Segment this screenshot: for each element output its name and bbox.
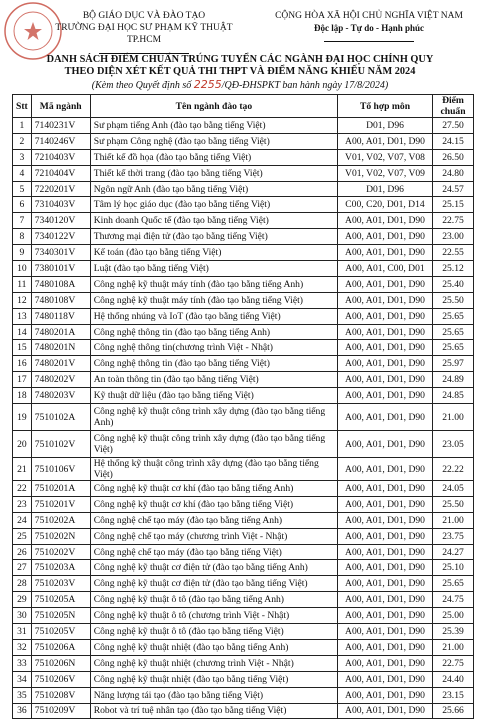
- row-cutoff-score: 24.27: [433, 544, 474, 560]
- row-major-name: Công nghệ thông tin (đào tạo bằng tiếng Việt): [90, 356, 337, 372]
- row-cutoff-score: 27.50: [433, 118, 474, 134]
- row-cutoff-score: 23.05: [433, 431, 474, 458]
- row-major-code: 7480201V: [31, 356, 90, 372]
- table-row: [13, 512, 474, 528]
- row-cutoff-score: 24.89: [433, 372, 474, 388]
- row-major-name: Kế toán (đào tạo bằng tiếng Việt): [90, 245, 337, 261]
- row-major-name: Công nghệ kỹ thuật ô tô (chương trình Việt - Nhật): [90, 608, 337, 624]
- table-row: [13, 608, 474, 624]
- table-row: [13, 149, 474, 165]
- decision-prefix: (Kèm theo Quyết định số: [91, 80, 192, 91]
- row-stt: 29: [13, 592, 32, 608]
- row-stt: 31: [13, 624, 32, 640]
- header-subject-combo: Tổ hợp môn: [338, 95, 433, 118]
- row-cutoff-score: 21.00: [433, 639, 474, 655]
- row-major-name: Sư phạm Công nghệ (đào tạo bằng tiếng Việt): [90, 133, 337, 149]
- row-major-code: 7220201V: [31, 181, 90, 197]
- header-major-code: Mã ngành: [31, 95, 90, 118]
- ministry-block: [44, 10, 244, 58]
- row-stt: 24: [13, 512, 32, 528]
- row-major-code: 7340120V: [31, 213, 90, 229]
- row-cutoff-score: 25.10: [433, 560, 474, 576]
- row-major-code: 7210403V: [31, 149, 90, 165]
- row-major-name: Sư phạm tiếng Anh (đào tạo bằng tiếng Việt): [90, 118, 337, 134]
- row-subject-combo: A00, A01, D01, D90: [338, 245, 433, 261]
- row-stt: 19: [13, 404, 32, 431]
- row-major-name: Luật (đào tạo bằng tiếng Việt): [90, 261, 337, 277]
- row-major-name: Công nghệ thông tin (đào tạo bằng tiếng Anh): [90, 324, 337, 340]
- table-row: [13, 592, 474, 608]
- row-cutoff-score: 25.66: [433, 703, 474, 719]
- row-major-code: 7510202N: [31, 528, 90, 544]
- row-cutoff-score: 24.57: [433, 181, 474, 197]
- table-row: [13, 276, 474, 292]
- table-row: [13, 213, 474, 229]
- row-major-code: 7140246V: [31, 133, 90, 149]
- row-cutoff-score: 25.50: [433, 292, 474, 308]
- row-subject-combo: A00, A01, D01, D90: [338, 639, 433, 655]
- row-subject-combo: A00, A01, C00, D01: [338, 261, 433, 277]
- row-stt: 33: [13, 655, 32, 671]
- row-major-name: Công nghệ thông tin(chương trình Việt - Nhật): [90, 340, 337, 356]
- row-cutoff-score: 26.50: [433, 149, 474, 165]
- row-cutoff-score: 22.22: [433, 458, 474, 481]
- row-major-code: 7510205V: [31, 624, 90, 640]
- row-major-code: 7480118V: [31, 308, 90, 324]
- row-stt: 22: [13, 481, 32, 497]
- decision-reference: [0, 78, 480, 91]
- row-subject-combo: C00, C20, D01, D14: [338, 197, 433, 213]
- row-major-code: 7510208V: [31, 687, 90, 703]
- row-major-code: 7510205A: [31, 592, 90, 608]
- row-cutoff-score: 23.00: [433, 229, 474, 245]
- row-subject-combo: A00, A01, D01, D90: [338, 372, 433, 388]
- row-subject-combo: A00, A01, D01, D90: [338, 388, 433, 404]
- row-major-name: Công nghệ kỹ thuật cơ điện tử (đào tạo bằng tiếng Anh): [90, 560, 337, 576]
- row-stt: 20: [13, 431, 32, 458]
- decision-number: 2255: [193, 78, 222, 91]
- table-row: [13, 560, 474, 576]
- row-major-name: Công nghệ kỹ thuật nhiệt (chương trình Việt - Nhật): [90, 655, 337, 671]
- row-major-name: Công nghệ kỹ thuật ô tô (đào tạo bằng tiếng Anh): [90, 592, 337, 608]
- row-major-name: Công nghệ chế tạo máy (đào tạo bằng tiếng Việt): [90, 544, 337, 560]
- row-cutoff-score: 23.75: [433, 528, 474, 544]
- header-stt: Stt: [13, 95, 32, 118]
- row-major-name: Thiết kế đồ họa (đào tạo bằng tiếng Việt): [90, 149, 337, 165]
- table-row: [13, 703, 474, 719]
- row-major-code: 7340122V: [31, 229, 90, 245]
- table-row: [13, 576, 474, 592]
- row-subject-combo: D01, D96: [338, 118, 433, 134]
- row-stt: 12: [13, 292, 32, 308]
- admission-scores-table: [12, 94, 474, 719]
- row-subject-combo: A00, A01, D01, D90: [338, 687, 433, 703]
- row-cutoff-score: 22.75: [433, 213, 474, 229]
- row-major-code: 7480108A: [31, 276, 90, 292]
- row-major-name: An toàn thông tin (đào tạo bằng tiếng Việt): [90, 372, 337, 388]
- row-cutoff-score: 25.65: [433, 576, 474, 592]
- row-major-name: Thương mại điện tử (đào tạo bằng tiếng Việt): [90, 229, 337, 245]
- row-subject-combo: A00, A01, D01, D90: [338, 671, 433, 687]
- row-major-name: Công nghệ kỹ thuật nhiệt (đào tạo bằng tiếng Việt): [90, 671, 337, 687]
- row-subject-combo: A00, A01, D01, D90: [338, 431, 433, 458]
- row-subject-combo: A00, A01, D01, D90: [338, 703, 433, 719]
- row-subject-combo: A00, A01, D01, D90: [338, 229, 433, 245]
- table-row: [13, 261, 474, 277]
- row-major-name: Hệ thống kỹ thuật công trình xây dựng (đào tạo bằng tiếng Việt): [90, 458, 337, 481]
- row-subject-combo: A00, A01, D01, D90: [338, 528, 433, 544]
- table-row: [13, 340, 474, 356]
- row-cutoff-score: 24.85: [433, 388, 474, 404]
- table-row: [13, 388, 474, 404]
- row-major-name: Hệ thống nhúng và IoT (đào tạo bằng tiếng Việt): [90, 308, 337, 324]
- row-stt: 28: [13, 576, 32, 592]
- row-major-code: 7510206V: [31, 671, 90, 687]
- row-subject-combo: A00, A01, D01, D90: [338, 544, 433, 560]
- table-row: [13, 133, 474, 149]
- row-major-name: Công nghệ chế tạo máy (đào tạo bằng tiếng Anh): [90, 512, 337, 528]
- row-stt: 16: [13, 356, 32, 372]
- row-major-code: 7510203V: [31, 576, 90, 592]
- table-row: [13, 496, 474, 512]
- title-line-2: THEO DIỆN XÉT KẾT QUẢ THI THPT VÀ ĐIỂM NĂNG KHIẾU NĂM 2024: [64, 66, 416, 77]
- table-body: [13, 118, 474, 719]
- row-major-name: Công nghệ chế tạo máy (chương trình Việt - Nhật): [90, 528, 337, 544]
- row-stt: 18: [13, 388, 32, 404]
- row-major-code: 7210404V: [31, 165, 90, 181]
- row-stt: 32: [13, 639, 32, 655]
- row-major-code: 7340301V: [31, 245, 90, 261]
- row-stt: 23: [13, 496, 32, 512]
- table-row: [13, 431, 474, 458]
- table-row: [13, 229, 474, 245]
- row-subject-combo: A00, A01, D01, D90: [338, 404, 433, 431]
- row-stt: 15: [13, 340, 32, 356]
- row-subject-combo: D01, D96: [338, 181, 433, 197]
- row-cutoff-score: 25.15: [433, 197, 474, 213]
- row-subject-combo: A00, A01, D01, D90: [338, 560, 433, 576]
- row-subject-combo: A00, A01, D01, D90: [338, 481, 433, 497]
- row-subject-combo: A00, A01, D01, D90: [338, 213, 433, 229]
- row-stt: 13: [13, 308, 32, 324]
- country-name: CỘNG HÒA XÃ HỘI CHỦ NGHĨA VIỆT NAM: [275, 11, 463, 21]
- row-cutoff-score: 25.65: [433, 308, 474, 324]
- table-row: [13, 308, 474, 324]
- table-row: [13, 372, 474, 388]
- row-cutoff-score: 24.15: [433, 133, 474, 149]
- row-subject-combo: A00, A01, D01, D90: [338, 592, 433, 608]
- row-major-code: 7510203A: [31, 560, 90, 576]
- row-stt: 8: [13, 229, 32, 245]
- row-major-name: Công nghệ kỹ thuật cơ điện tử (đào tạo bằng tiếng Việt): [90, 576, 337, 592]
- table-row: [13, 118, 474, 134]
- row-subject-combo: A00, A01, D01, D90: [338, 608, 433, 624]
- row-stt: 26: [13, 544, 32, 560]
- row-major-code: 7510201A: [31, 481, 90, 497]
- row-stt: 6: [13, 197, 32, 213]
- underline: [324, 41, 414, 42]
- row-stt: 27: [13, 560, 32, 576]
- row-cutoff-score: 24.75: [433, 592, 474, 608]
- row-major-name: Công nghệ kỹ thuật máy tính (đào tạo bằng tiếng Việt): [90, 292, 337, 308]
- row-stt: 2: [13, 133, 32, 149]
- row-stt: 35: [13, 687, 32, 703]
- row-stt: 1: [13, 118, 32, 134]
- table-row: [13, 655, 474, 671]
- row-major-code: 7510209V: [31, 703, 90, 719]
- row-major-name: Công nghệ kỹ thuật ô tô (đào tạo bằng tiếng Việt): [90, 624, 337, 640]
- row-major-code: 7510206N: [31, 655, 90, 671]
- row-stt: 34: [13, 671, 32, 687]
- table-row: [13, 324, 474, 340]
- row-subject-combo: V01, V02, V07, V09: [338, 165, 433, 181]
- row-cutoff-score: 22.55: [433, 245, 474, 261]
- row-major-name: Ngôn ngữ Anh (đào tạo bằng tiếng Việt): [90, 181, 337, 197]
- table-row: [13, 165, 474, 181]
- row-major-name: Thiết kế thời trang (đào tạo bằng tiếng Việt): [90, 165, 337, 181]
- row-major-name: Công nghệ kỹ thuật công trình xây dựng (đào tạo bằng tiếng Anh): [90, 404, 337, 431]
- table-row: [13, 245, 474, 261]
- row-cutoff-score: 25.12: [433, 261, 474, 277]
- table-row: [13, 544, 474, 560]
- row-major-name: Công nghệ kỹ thuật cơ khí (đào tạo bằng tiếng Anh): [90, 481, 337, 497]
- row-cutoff-score: 21.00: [433, 404, 474, 431]
- table-row: [13, 687, 474, 703]
- row-major-code: 7510102A: [31, 404, 90, 431]
- row-subject-combo: A00, A01, D01, D90: [338, 324, 433, 340]
- row-stt: 5: [13, 181, 32, 197]
- row-major-name: Robot và trí tuệ nhân tạo (đào tạo bằng tiếng Việt): [90, 703, 337, 719]
- row-major-code: 7480201A: [31, 324, 90, 340]
- ministry-name: BỘ GIÁO DỤC VÀ ĐÀO TẠO: [82, 11, 206, 21]
- row-stt: 30: [13, 608, 32, 624]
- row-stt: 14: [13, 324, 32, 340]
- national-motto-block: [258, 10, 480, 46]
- national-motto: Độc lập - Tự do - Hạnh phúc: [313, 23, 424, 33]
- row-major-name: Kỹ thuật dữ liệu (đào tạo bằng tiếng Việt): [90, 388, 337, 404]
- row-stt: 9: [13, 245, 32, 261]
- row-subject-combo: A00, A01, D01, D90: [338, 292, 433, 308]
- row-cutoff-score: 25.40: [433, 276, 474, 292]
- table-row: [13, 404, 474, 431]
- row-stt: 7: [13, 213, 32, 229]
- row-major-name: Kinh doanh Quốc tế (đào tạo bằng tiếng Việt): [90, 213, 337, 229]
- row-major-code: 7510201V: [31, 496, 90, 512]
- table-row: [13, 292, 474, 308]
- row-cutoff-score: 25.65: [433, 324, 474, 340]
- university-name: TRƯỜNG ĐẠI HỌC SƯ PHẠM KỸ THUẬT TP.HCM: [55, 23, 233, 45]
- row-major-code: 7510206A: [31, 639, 90, 655]
- row-subject-combo: V01, V02, V07, V08: [338, 149, 433, 165]
- row-major-code: 7510205N: [31, 608, 90, 624]
- title-line-1: DANH SÁCH ĐIỂM CHUẨN TRÚNG TUYỂN CÁC NGÀNH ĐẠI HỌC CHÍNH QUY: [46, 54, 434, 65]
- row-cutoff-score: 23.15: [433, 687, 474, 703]
- header-cutoff-score: Điểm chuẩn: [433, 95, 474, 118]
- row-major-code: 7480201N: [31, 340, 90, 356]
- document-title: [0, 54, 480, 78]
- row-major-code: 7510202V: [31, 544, 90, 560]
- row-major-code: 7480108V: [31, 292, 90, 308]
- row-subject-combo: A00, A01, D01, D90: [338, 624, 433, 640]
- row-stt: 11: [13, 276, 32, 292]
- row-major-code: 7480203V: [31, 388, 90, 404]
- row-cutoff-score: 25.50: [433, 496, 474, 512]
- row-major-code: 7480202V: [31, 372, 90, 388]
- row-subject-combo: A00, A01, D01, D90: [338, 576, 433, 592]
- decision-suffix: /QĐ-ĐHSPKT ban hành ngày 17/8/2024): [221, 80, 389, 91]
- header-major-name: Tên ngành đào tạo: [90, 95, 337, 118]
- row-stt: 21: [13, 458, 32, 481]
- table-row: [13, 528, 474, 544]
- row-subject-combo: A00, A01, D01, D90: [338, 496, 433, 512]
- row-cutoff-score: 25.97: [433, 356, 474, 372]
- row-cutoff-score: 22.75: [433, 655, 474, 671]
- row-major-code: 7380101V: [31, 261, 90, 277]
- row-major-name: Công nghệ kỹ thuật máy tính (đào tạo bằng tiếng Anh): [90, 276, 337, 292]
- row-stt: 3: [13, 149, 32, 165]
- row-cutoff-score: 24.80: [433, 165, 474, 181]
- row-subject-combo: A00, A01, D01, D90: [338, 133, 433, 149]
- table-row: [13, 624, 474, 640]
- row-major-name: Công nghệ kỹ thuật nhiệt (đào tạo bằng tiếng Anh): [90, 639, 337, 655]
- row-cutoff-score: 21.00: [433, 512, 474, 528]
- row-cutoff-score: 24.05: [433, 481, 474, 497]
- row-subject-combo: A00, A01, D01, D90: [338, 340, 433, 356]
- row-subject-combo: A00, A01, D01, D90: [338, 512, 433, 528]
- row-major-code: 7510202A: [31, 512, 90, 528]
- row-major-name: Công nghệ kỹ thuật cơ khí (đào tạo bằng tiếng Việt): [90, 496, 337, 512]
- row-stt: 25: [13, 528, 32, 544]
- table-row: [13, 458, 474, 481]
- table-row: [13, 639, 474, 655]
- row-stt: 17: [13, 372, 32, 388]
- row-major-name: Năng lượng tái tạo (đào tạo bằng tiếng Việt): [90, 687, 337, 703]
- row-stt: 10: [13, 261, 32, 277]
- table-header-row: [13, 95, 474, 118]
- table-row: [13, 181, 474, 197]
- row-cutoff-score: 24.40: [433, 671, 474, 687]
- table-row: [13, 481, 474, 497]
- row-subject-combo: A00, A01, D01, D90: [338, 655, 433, 671]
- table-row: [13, 671, 474, 687]
- row-major-name: Công nghệ kỹ thuật công trình xây dựng (đào tạo bằng tiếng Việt): [90, 431, 337, 458]
- document-header: [0, 4, 480, 56]
- row-major-code: 7310403V: [31, 197, 90, 213]
- table-row: [13, 356, 474, 372]
- row-major-code: 7510102V: [31, 431, 90, 458]
- row-cutoff-score: 25.65: [433, 340, 474, 356]
- row-stt: 4: [13, 165, 32, 181]
- row-major-code: 7510106V: [31, 458, 90, 481]
- row-subject-combo: A00, A01, D01, D90: [338, 356, 433, 372]
- table-row: [13, 197, 474, 213]
- row-major-code: 7140231V: [31, 118, 90, 134]
- row-subject-combo: A00, A01, D01, D90: [338, 308, 433, 324]
- row-subject-combo: A00, A01, D01, D90: [338, 276, 433, 292]
- row-cutoff-score: 25.39: [433, 624, 474, 640]
- row-cutoff-score: 25.00: [433, 608, 474, 624]
- row-major-name: Tâm lý học giáo dục (đào tạo bằng tiếng Việt): [90, 197, 337, 213]
- row-subject-combo: A00, A01, D01, D90: [338, 458, 433, 481]
- row-stt: 36: [13, 703, 32, 719]
